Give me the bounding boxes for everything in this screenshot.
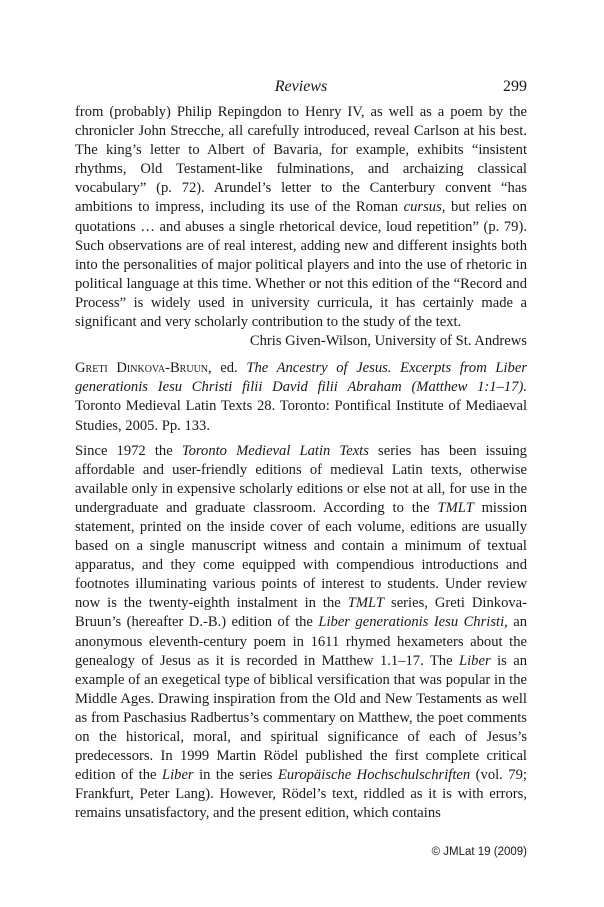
- copyright-footer: © JMLat 19 (2009): [431, 846, 527, 858]
- review-2-citation: Greti Dinkova-Bruun, ed. The Ancestry of Jesus. Excerpts from Liber generationis Iesu Christi filii David filii Abraham (Matthew 1:1–17). Toronto Medieval Latin Texts 28. Toronto: Pontifical Institute of Mediaeval Studies, 2005. Pp. 133.: [75, 360, 527, 434]
- review-1-paragraph: from (probably) Philip Repingdon to Henry IV, as well as a poem by the chronicler John Strecche, all carefully introduced, reveal Carlson at his best. The king’s letter to Albert of Bavaria, for example, exhibits “insistent rhythms, Old Testament-like fulminations, and archaizing classical vocabulary” (p. 72). Arundel’s letter to the Canterbury convent “has ambitions to impress, including its use of the Roman cursus, but relies on quotations … and abuses a single rhetorical device, loud repetition” (p. 79). Such observations are of real interest, adding new and different insights both into the personalities of major political players and into the use of rhetoric in political language at this time. Whether or not this edition of the “Record and Process” is widely used in university curricula, it has certainly made a significant and very scholarly contribution to the study of the text.: [75, 104, 527, 331]
- page-number: 299: [503, 78, 527, 95]
- body-text: [75, 103, 527, 823]
- running-title: Reviews: [274, 78, 328, 95]
- review-1-signature: Chris Given-Wilson, University of St. Andrews: [249, 333, 527, 350]
- publication-details: Toronto Medieval Latin Texts 28. Toronto: Pontifical Institute of Mediaeval Studies, 2005. Pp. 133.: [75, 398, 527, 434]
- running-head: [75, 77, 527, 97]
- author-first-name: Greti: [75, 360, 108, 377]
- author-last-name: Dinkova-Bruun: [116, 360, 209, 377]
- book-title: The Ancestry of Jesus. Excerpts from Liber generationis Iesu Christi filii David filii Abraham (Matthew 1:1–17).: [75, 360, 527, 396]
- review-2-paragraph: Since 1972 the Toronto Medieval Latin Texts series has been issuing affordable and user-friendly editions of medieval Latin texts, otherwise available only in expensive scholarly editions or else not at all, for use in the undergraduate and graduate classroom. According to the TMLT mission statement, printed on the inside cover of each volume, editions are usually based on a single manuscript witness and contain a minimum of textual apparatus, and they come equipped with compendious introductions and footnotes illuminating various points of interest to students. Under review now is the twenty-eighth instalment in the TMLT series, Greti Dinkova-Bruun’s (hereafter D.-B.) edition of the Liber generationis Iesu Christi, an anonymous eleventh-century poem in 1611 rhymed hexameters about the genealogy of Jesus as it is recorded in Matthew 1.1–17. The Liber is an example of an exegetical type of biblical versification that was popular in the Middle Ages. Drawing inspiration from the Old and New Testaments as well as from Paschasius Radbertus’s commentary on Matthew, the poet comments on the historical, moral, and spiritual significance of each of Jesus’s predecessors. In 1999 Martin Rödel published the first complete critical edition of the Liber in the series Europäische Hochschulschriften (vol. 79; Frankfurt, Peter Lang). However, Rödel’s text, riddled as it is with errors, remains unsatisfactory, and the present edition, which contains: [75, 442, 528, 822]
